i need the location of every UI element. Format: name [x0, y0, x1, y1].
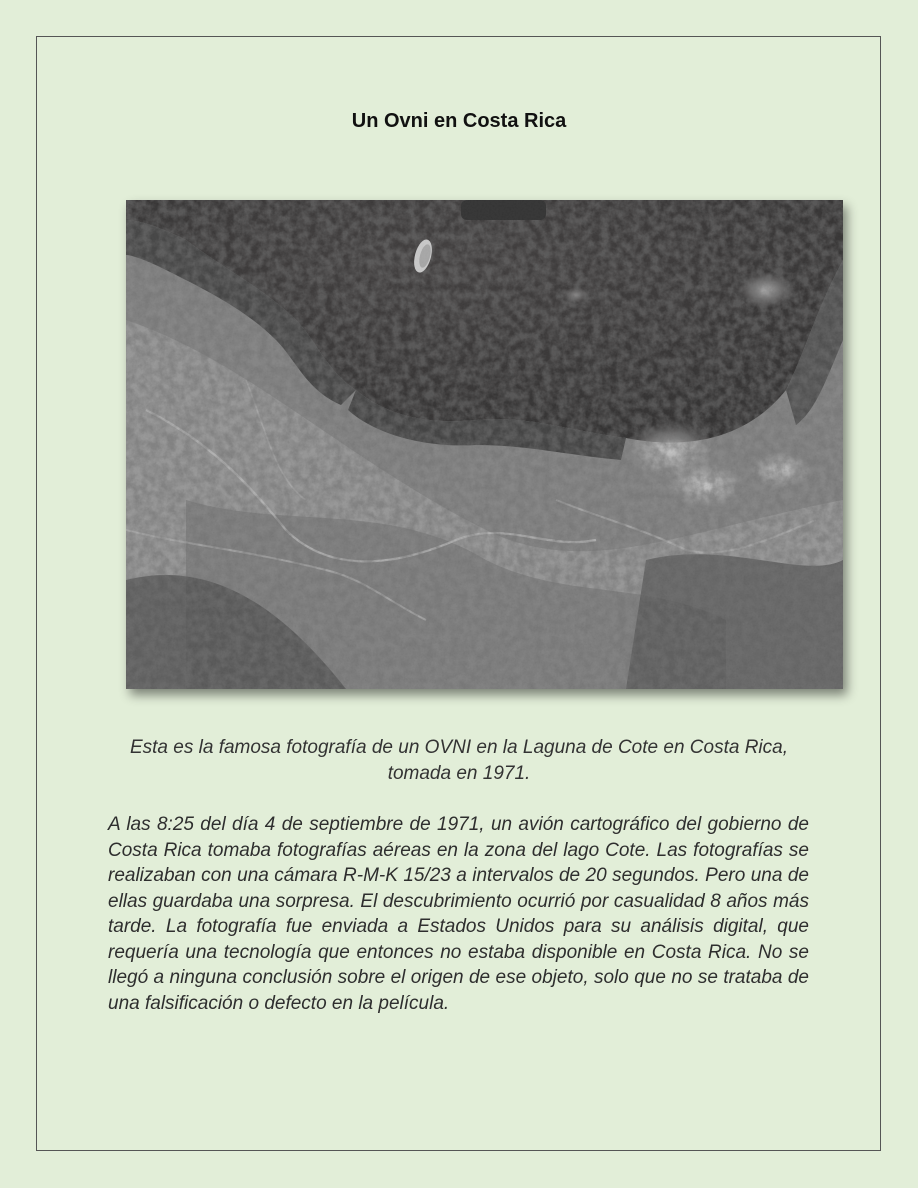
photo-caption: Esta es la famosa fotografía de un OVNI en la Laguna de Cote en Costa Rica, tomada en 1971. [129, 737, 788, 784]
ufo-aerial-photo [126, 200, 843, 689]
body-paragraph: A las 8:25 del día 4 de septiembre de 1971, un avión cartográfico del gobierno de Costa Rica tomaba fotografías aéreas en la zona del lago Cote. Las fotografías se realizaban con una cámara R-M-K 15/23 a intervalos de 20 segundos. Pero una de ellas guardaba una sorpresa. El descubrimiento ocurrió por casualidad 8 años más tarde. La fotografía fue enviada a Estados Unidos para su análisis digital, que requería una tecnología que entonces no estaba disponible en Costa Rica. No se llegó a ninguna conclusión sobre el origen de ese objeto, solo que no se trataba de una falsificación o defecto en la película. [108, 814, 809, 1014]
document-title: Un Ovni en Costa Rica [351, 110, 567, 132]
